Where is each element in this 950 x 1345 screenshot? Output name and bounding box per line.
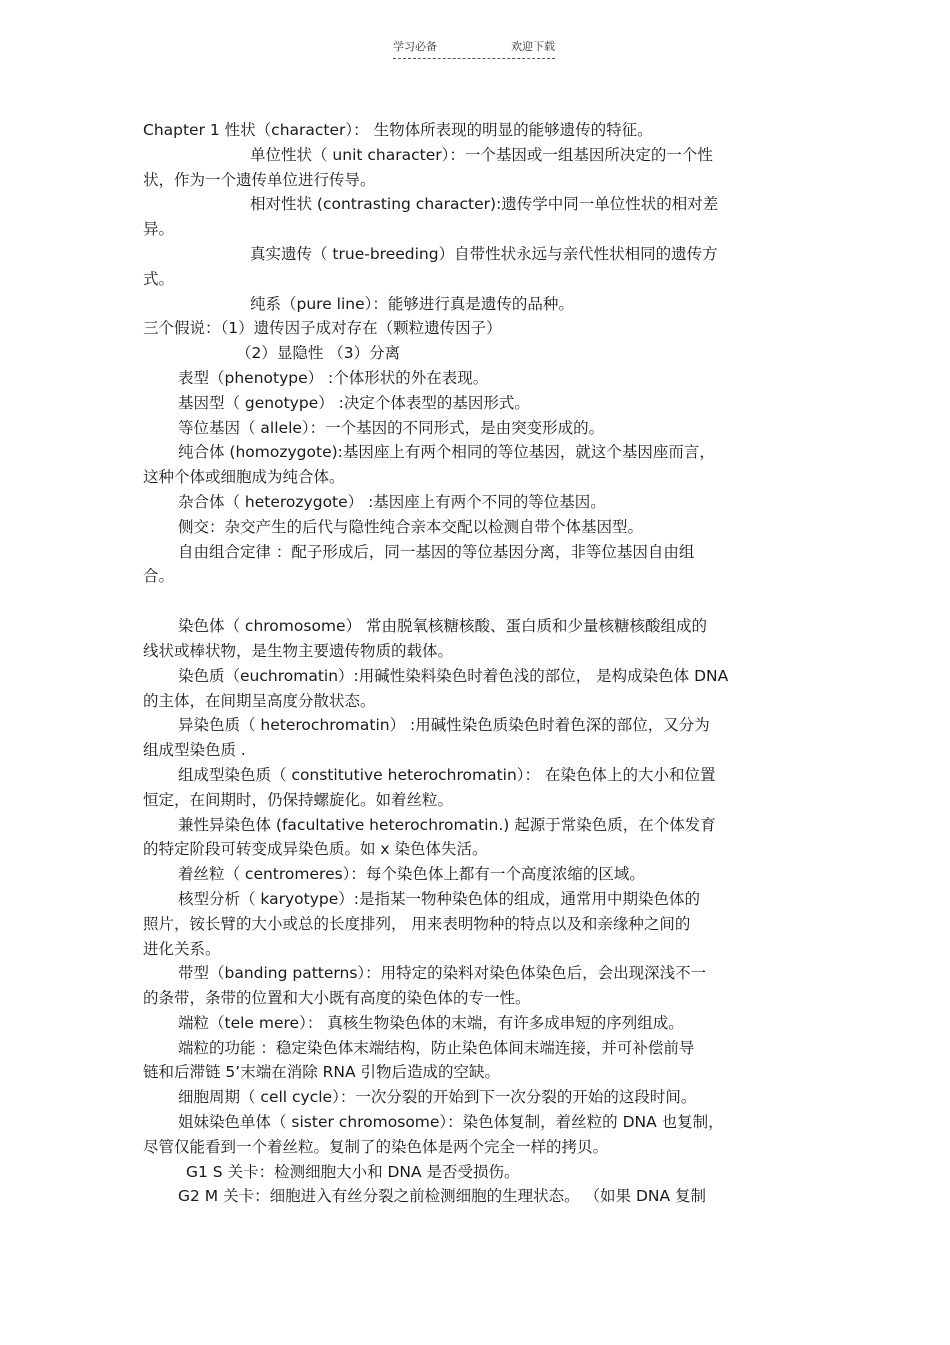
text-line: 染色质（euchromatin）:用碱性染料染色时着色浅的部位， 是构成染色体 DNA xyxy=(178,666,729,685)
text-line: 端粒的功能 ：稳定染色体末端结构，防止染色体间末端连接，并可补偿前导 xyxy=(178,1038,695,1057)
text-line: 杂合体（ heterozygote） :基因座上有两个不同的等位基因。 xyxy=(178,492,606,511)
text-line: Chapter 1 性状（character）： 生物体所表现的明显的能够遗传的特征。 xyxy=(143,121,653,139)
text-line: 表型（phenotype） :个体形状的外在表现。 xyxy=(178,368,489,387)
text-line: 细胞周期（ cell cycle）：一次分裂的开始到下一次分裂的开始的这段时间。 xyxy=(178,1088,697,1107)
blank-line xyxy=(143,589,808,614)
text-line: G2 M 关卡：细胞进入有丝分裂之前检测细胞的生理状态。 （如果 DNA 复制 xyxy=(178,1187,707,1206)
text-line: 线状或棒状物，是生物主要遗传物质的载体。 xyxy=(143,641,454,660)
text-line: 等位基因（ allele）：一个基因的不同形式，是由突变形成的。 xyxy=(178,418,605,437)
text-line: 真实遗传（ true-breeding）自带性状永远与亲代性状相同的遗传方 xyxy=(250,244,718,263)
text-line: （2）显隐性 （3）分离 xyxy=(236,344,401,363)
text-line: 组成型染色质 . xyxy=(143,741,246,760)
header-right-text: 欢迎下载 xyxy=(511,40,555,53)
text-line: 基因型（ genotype） :决定个体表型的基因形式。 xyxy=(178,393,530,412)
text-line: 染色体（ chromosome） 常由脱氧核糖核酸、蛋白质和少量核糖核酸组成的 xyxy=(178,617,707,636)
text-line: 端粒（tele mere）： 真核生物染色体的末端，有许多成串短的序列组成。 xyxy=(178,1013,684,1032)
text-line: 姐妹染色单体（ sister chromosome）：染色体复制，着丝粒的 DNA 也复制， xyxy=(178,1113,724,1132)
text-line: 的条带，条带的位置和大小既有高度的染色体的专一性。 xyxy=(143,989,531,1008)
text-line: 进化关系。 xyxy=(143,939,221,958)
text-line: 三个假说：（1）遗传因子成对存在（颗粒遗传因子） xyxy=(143,319,502,338)
text-line: 式。 xyxy=(143,269,175,288)
text-line: 兼性异染色体 (facultative heterochromatin.) 起源于常染色质，在个体发育 xyxy=(178,815,716,834)
text-line: 纯合体 (homozygote):基因座上有两个相同的等位基因，就这个基因座而言， xyxy=(178,443,715,462)
text-line: 纯系（pure line）：能够进行真是遗传的品种。 xyxy=(250,294,574,313)
text-line: 恒定，在间期时，仍保持螺旋化。如着丝粒。 xyxy=(143,790,454,809)
text-line: 这种个体或细胞成为纯合体。 xyxy=(143,468,345,487)
text-line: 链和后滞链 5’末端在消除 RNA 引物后造成的空缺。 xyxy=(143,1063,501,1082)
text-line: G1 S 关卡：检测细胞大小和 DNA 是否受损伤。 xyxy=(186,1162,520,1181)
text-line: 异。 xyxy=(143,220,175,239)
text-line: 的主体，在间期呈高度分散状态。 xyxy=(143,691,376,710)
text-line: 着丝粒（ centromeres）：每个染色体上都有一个高度浓缩的区域。 xyxy=(178,865,645,884)
text-line: 尽管仅能看到一个着丝粒。复制了的染色体是两个完全一样的拷贝。 xyxy=(143,1137,609,1156)
text-line: 核型分析（ karyotype）:是指某一物种染色体的组成，通常用中期染色体的 xyxy=(178,889,701,908)
text-line: 带型（banding patterns）：用特定的染料对染色体染色后，会出现深浅不一 xyxy=(178,964,707,983)
text-line: 的特定阶段可转变成异染色质。如 x 染色体失活。 xyxy=(143,840,488,859)
text-line: 侧交：杂交产生的后代与隐性纯合亲本交配以检测自带个体基因型。 xyxy=(178,517,644,536)
text-line: 单位性状（ unit character）：一个基因或一组基因所决定的一个性 xyxy=(250,145,713,164)
page-header xyxy=(393,38,555,59)
text-line: 自由组合定律 ：配子形成后，同一基因的等位基因分离，非等位基因自由组 xyxy=(178,542,695,561)
text-line: 照片，铵长臂的大小或总的长度排列， 用来表明物种的特点以及和亲缘种之间的 xyxy=(143,914,691,933)
text-line: 异染色质（ heterochromatin） :用碱性染色质染色时着色深的部位，又分为 xyxy=(178,716,710,735)
text-line: 合。 xyxy=(143,567,175,586)
text-line: 相对性状 (contrasting character):遗传学中同一单位性状的相对差 xyxy=(250,195,719,214)
document-body xyxy=(143,118,808,1209)
text-line: 组成型染色质（ constitutive heterochromatin）： 在染色体上的大小和位置 xyxy=(178,765,716,784)
text-line: 状，作为一个遗传单位进行传导。 xyxy=(143,170,376,189)
header-left-text: 学习必备 xyxy=(393,40,437,53)
